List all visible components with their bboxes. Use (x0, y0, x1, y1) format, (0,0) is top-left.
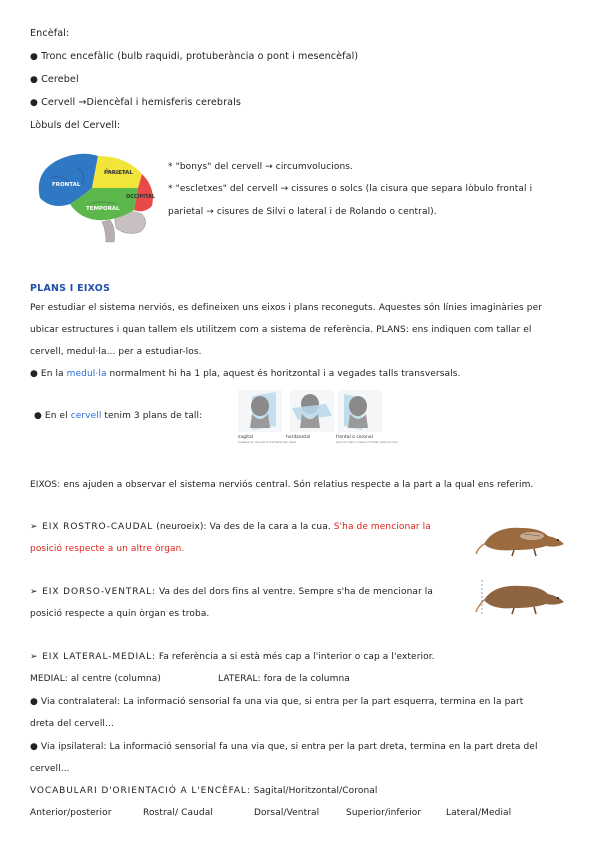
cortex-note: * "escletxes" del cervell → cissures o solcs (la cisura que separa lòbulo frontal i (168, 184, 533, 194)
list-item: ● En la medul·la normalment hi ha 1 pla, aquest és horitzontal i a vegades talls transversals. (30, 369, 461, 379)
rat-figure (474, 576, 574, 622)
axis-rostro-caudal: ➢ EIX ROSTRO-CAUDAL (neuroeix): Va des de la cara a la cua. S'ha de mencionar la (30, 522, 431, 532)
list-item: ● Via contralateral: La informació sensorial fa una via que, si entra per la part esquerra, termina en la part (30, 697, 524, 707)
plane-caption: frontal o coronal (336, 435, 373, 440)
axis-dorso-ventral: ➢ EIX DORSO-VENTRAL: Va des del dors fins al ventre. Sempre s'ha de mencionar la (30, 587, 433, 597)
vocabulary-label: VOCABULARI D'ORIENTACIÓ A L'ENCÈFAL: (30, 786, 251, 796)
paragraph-line: EIXOS: ens ajuden a observar el sistema nerviós central. Són relatius respecte a la part a la qual ens referim. (30, 480, 534, 490)
vocabulary-line (30, 785, 378, 797)
list-item: ● Tronc encefàlic (bulb raquidi, protuberància o pont i mesencèfal) (30, 51, 359, 62)
paragraph-line: dreta del cervell... (30, 719, 114, 729)
cortex-note: * "bonys" del cervell → circumvolucions. (168, 162, 353, 172)
plane-subcaption: (secció més o menys frontal, talla el cos) (336, 440, 398, 444)
axis-title: ➢ EIX ROSTRO-CAUDAL (30, 522, 154, 532)
section-planes-figure (238, 390, 410, 450)
axis-note-red: posició respecte a un altre òrgan. (30, 544, 185, 554)
list-item: ● Cerebel (30, 74, 79, 85)
lobe-label-temporal: TEMPORAL (86, 206, 120, 212)
paragraph-line: posició respecte a quin òrgan es troba. (30, 609, 210, 619)
paragraph-line: ubicar estructures i quan tallem els utilitzem com a sistema de referència. PLANS: ens indiquen com tallar el (30, 325, 532, 335)
rat-figure (474, 514, 574, 560)
vocabulary-term: Dorsal/Ventral (254, 808, 320, 818)
cervell-term: cervell (70, 411, 102, 421)
bullet-icon: ● (30, 98, 38, 108)
vocabulary-term: Lateral/Medial (446, 808, 512, 818)
bullet-icon: ● (34, 411, 42, 421)
vocabulary-term: Rostral/ Caudal (143, 808, 213, 818)
axis-title: ➢ EIX LATERAL-MEDIAL: (30, 652, 156, 662)
lobe-label-occipital: OCCIPITAL (126, 194, 156, 200)
asterisk-icon: * (168, 162, 173, 172)
medulla-term: medul·la (66, 369, 107, 379)
lateral-definition: LATERAL: fora de la columna (218, 674, 350, 684)
bullet-icon: ● (30, 52, 38, 62)
bullet-icon: ● (30, 75, 38, 85)
asterisk-icon: * (168, 184, 173, 194)
axis-lateral-medial: ➢ EIX LATERAL-MEDIAL: Fa referència a si està més cap a l'interior o cap a l'exterior. (30, 652, 435, 662)
encefal-label: Encèfal: (30, 28, 70, 39)
cortex-note: parietal → cisures de Silvi o lateral i de Rolando o central). (168, 207, 437, 217)
axis-title: ➢ EIX DORSO-VENTRAL: (30, 587, 156, 597)
head-icon (349, 396, 367, 416)
paragraph-line: cervell, medul·la... per a estudiar-los. (30, 347, 202, 357)
medial-definition: MEDIAL: al centre (columna) (30, 674, 161, 684)
lobuls-label: Lòbuls del Cervell: (30, 120, 121, 131)
paragraph-line: Per estudiar el sistema nerviós, es defineixen uns eixos i plans reconeguts. Aquestes són línies imaginàries per (30, 303, 543, 313)
plane-caption: horitzontal (286, 435, 311, 440)
head-icon (251, 396, 269, 416)
bullet-icon: ● (30, 697, 38, 707)
list-item: ● Cervell →Diencèfal i hemisferis cerebrals (30, 97, 241, 108)
bullet-icon: ● (30, 369, 38, 379)
vocabulary-term: Superior/inferior (346, 808, 422, 818)
lobe-label-parietal: PARIETAL (104, 170, 133, 176)
list-item: ● En el cervell tenim 3 plans de tall: (34, 411, 203, 421)
brain-stem-shape (102, 220, 115, 242)
lobe-label-frontal: FRONTAL (52, 182, 81, 188)
plane-subcaption: o axial (286, 440, 296, 444)
plane-caption: sagital (238, 435, 253, 440)
list-item: ● Via ipsilateral: La informació sensorial fa una via que, si entra per la part dreta, termina en la part dreta del (30, 742, 538, 752)
brain-lobes-figure (30, 148, 162, 244)
section-heading: PLANS I EIXOS (30, 283, 111, 294)
axis-note-red: S'ha de mencionar la (333, 522, 431, 532)
vocabulary-planes: Sagital/Horitzontal/Coronal (253, 786, 378, 796)
paragraph-line: cervell... (30, 764, 70, 774)
vocabulary-term: Anterior/posterior (30, 808, 112, 818)
plane-subcaption: (separa en dos les 2 hemisferis) (238, 440, 287, 444)
bullet-icon: ● (30, 742, 38, 752)
